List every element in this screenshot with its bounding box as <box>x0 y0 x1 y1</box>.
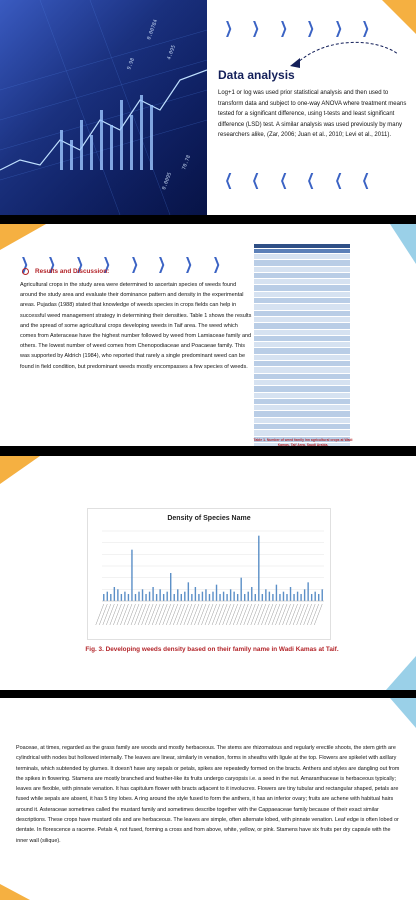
tick-label-placeholder <box>300 604 308 625</box>
chart-bar <box>205 589 206 601</box>
svg-text:4.095: 4.095 <box>166 44 178 61</box>
chart-bar <box>174 594 175 601</box>
chart-title: Density of Species Name <box>167 515 251 522</box>
chart-bar <box>219 594 220 601</box>
section-body: Log+1 or log was used prior statistical analysis and then used to transform data and subject to one-way ANOVA where treatment means tested for a significant difference, using t-tests and least significant difference (LSD) test. A similar analysis was used previously by many researchers alike, (Zar, 2006; Juan et al., 2010; Levi et al., 2011). <box>218 90 407 139</box>
tick-label-placeholder <box>117 604 125 625</box>
tick-label-placeholder <box>127 604 135 625</box>
tick-label-placeholder <box>106 604 114 625</box>
chart-bar <box>117 589 118 601</box>
bullet-icon <box>22 268 29 275</box>
svg-text:70.78: 70.78 <box>181 154 193 171</box>
chart-bar <box>276 585 277 601</box>
chart-bar <box>272 594 273 601</box>
chart-bar <box>177 589 178 601</box>
tick-label-placeholder <box>219 604 227 625</box>
tick-label-placeholder <box>254 604 262 625</box>
tick-label-placeholder <box>96 604 104 625</box>
chevron-row-top: ❯ ❯ ❯ ❯ ❯ ❯ <box>224 18 370 37</box>
chart-bar <box>128 594 129 601</box>
tick-label-placeholder <box>138 604 146 625</box>
chart-bar <box>248 592 249 601</box>
chart-bar <box>142 589 143 601</box>
chart-bar <box>135 594 136 601</box>
svg-text:0.00784: 0.00784 <box>146 18 160 41</box>
tick-label-placeholder <box>304 604 312 625</box>
chart-bar <box>307 582 308 601</box>
chart-bar <box>279 594 280 601</box>
tick-label-placeholder <box>261 604 269 625</box>
chart-bar <box>300 594 301 601</box>
slide-descriptions <box>0 698 416 900</box>
tick-label-placeholder <box>198 604 206 625</box>
corner-triangle <box>386 656 416 690</box>
chevron-row-bottom: ❯ ❯ ❯ ❯ ❯ ❯ <box>224 170 370 189</box>
chart-bar <box>124 592 125 601</box>
chart-bar <box>233 592 234 601</box>
chart-bar <box>152 587 153 601</box>
chart-bar <box>121 594 122 601</box>
tick-label-placeholder <box>209 604 217 625</box>
chart-bar <box>223 592 224 601</box>
chart-bar <box>311 594 312 601</box>
section-body: Poaceae, at times, regarded as the grass family are woods and mostly herbaceous. The stems are rhizomatous and regularly erectile shoots, the stem girth are cylindrical with nodes but hollowed internally. The leaves are linear, similarly in venation, forms in sheaths with ligule at the top. Flowers are spikelet with axillary terminals, which subtended by glumes. It doesn't have any sepals or petals, spikes are repeatedly formed on the bracts. Anthers and styles are dangling out from the spikes in flowering. Stamens are mostly branched and feather-like its fruits undergo caryopsis i.e. a seed in the nut. Amaranthaceae is herbaceous typically; leaves are flexible, with pinnate venation. It has capitulum flower with bracts adjacent to it involucres. Flowers are tiny tubular and rectangular shaped, petals are fused while sepals are absent, it has 5 tiny lobes. A ring around the style fused to form the anthers, it has an inferior ovary; fruits are achene with habitual hairs around it. Asteraceae sometimes called the mustard family and sometimes describe together with the Cappaeaceae family because of their exact similar descriptions. These crops have mustard oils and are herbaceous. The leaves are simple, often alternate lobed, with pinnate venation. Leaf edge is often lobed or dentate. In florescence a raceme. Petals 4, not fused, forming a cross and from above, white, yellow, or pink. Stamens have six fruits per dry capsule with the inner wall (silique). <box>16 745 400 844</box>
tick-label-placeholder <box>142 604 150 625</box>
tick-label-placeholder <box>201 604 209 625</box>
chart-bar <box>286 594 287 601</box>
tick-label-placeholder <box>233 604 241 625</box>
chart-bar <box>191 594 192 601</box>
tick-label-placeholder <box>180 604 188 625</box>
tick-label-placeholder <box>131 604 139 625</box>
corner-triangle <box>382 0 416 34</box>
chart-bar <box>166 592 167 601</box>
tick-label-placeholder <box>251 604 259 625</box>
chart-bar <box>145 594 146 601</box>
corner-triangle <box>0 456 40 484</box>
chart-bar <box>244 594 245 601</box>
chart-bar <box>258 536 259 601</box>
tick-label-placeholder <box>156 604 164 625</box>
chart-bar <box>293 594 294 601</box>
chart-bar <box>114 587 115 601</box>
chart-plot <box>88 509 330 639</box>
chart-bar <box>262 594 263 601</box>
slide-data-analysis <box>0 0 416 215</box>
chevron-row-top: ❯ ❯ ❯ ❯ ❯ ❯ ❯ ❯ <box>20 254 221 273</box>
density-chart <box>87 508 331 640</box>
tick-label-placeholder <box>275 604 283 625</box>
tick-label-placeholder <box>177 604 185 625</box>
tick-label-placeholder <box>265 604 273 625</box>
tick-label-placeholder <box>194 604 202 625</box>
chart-bar <box>265 589 266 601</box>
tick-label-placeholder <box>120 604 128 625</box>
tick-label-placeholder <box>205 604 213 625</box>
chart-bar <box>184 592 185 601</box>
figure-caption: Fig. 3. Developing weeds density based on their family name in Wadi Kamas at Taif. <box>85 646 339 653</box>
slide-results <box>0 224 416 446</box>
chart-bar <box>110 594 111 601</box>
tick-label-placeholder <box>258 604 266 625</box>
tick-label-placeholder <box>311 604 319 625</box>
chart-bar <box>216 585 217 601</box>
corner-triangle <box>0 884 30 900</box>
tick-label-placeholder <box>314 604 322 625</box>
chart-bar <box>103 594 104 601</box>
chart-bar <box>209 594 210 601</box>
tick-label-placeholder <box>237 604 245 625</box>
tick-label-placeholder <box>223 604 231 625</box>
weed-family-table <box>254 244 350 446</box>
chart-bar <box>107 592 108 601</box>
chart-bar <box>156 594 157 601</box>
corner-triangle <box>0 224 46 250</box>
tick-label-placeholder <box>166 604 174 625</box>
tick-label-placeholder <box>216 604 224 625</box>
tick-label-placeholder <box>307 604 315 625</box>
chart-bar <box>170 573 171 601</box>
corner-triangle <box>390 224 416 264</box>
tick-label-placeholder <box>99 604 107 625</box>
tick-label-placeholder <box>283 604 291 625</box>
tick-label-placeholder <box>244 604 252 625</box>
tick-label-placeholder <box>173 604 181 625</box>
svg-text:0.0095: 0.0095 <box>161 171 174 191</box>
chart-bar <box>202 592 203 601</box>
chart-bar <box>181 594 182 601</box>
tick-label-placeholder <box>145 604 153 625</box>
chart-bar <box>290 587 291 601</box>
stock-graph-graphic <box>0 0 207 215</box>
chart-bar <box>230 589 231 601</box>
chart-bar <box>255 594 256 601</box>
tick-label-placeholder <box>226 604 234 625</box>
tick-label-placeholder <box>152 604 160 625</box>
tick-label-placeholder <box>272 604 280 625</box>
tick-label-placeholder <box>212 604 220 625</box>
section-title: Data analysis <box>218 68 295 82</box>
chart-bar <box>131 550 132 601</box>
chart-bar <box>163 594 164 601</box>
tick-label-placeholder <box>240 604 248 625</box>
chart-bar <box>314 592 315 601</box>
table-caption: Table 1. Number of weed family inn agricultural crops at Wadi Kamas, Taif Area, Saudi Arabia. <box>253 438 353 446</box>
tick-label-placeholder <box>286 604 294 625</box>
chart-bar <box>195 587 196 601</box>
tick-label-placeholder <box>279 604 287 625</box>
tick-label-placeholder <box>268 604 276 625</box>
tick-label-placeholder <box>293 604 301 625</box>
tick-label-placeholder <box>247 604 255 625</box>
tick-label-placeholder <box>170 604 178 625</box>
dashed-arrow-icon <box>286 36 406 70</box>
chart-bar <box>237 594 238 601</box>
chart-bar <box>283 592 284 601</box>
tick-label-placeholder <box>290 604 298 625</box>
section-body: Agricultural crops in the study area were determined to ascertain species of weeds found around the study area and evaluate their dominance pattern and density in the experimental areas. Pujadas (1988) stated that knowledge of weeds species in crops fields can help in successful weed management strategy in determining their densities. Table 1 shows the results and the spread of some agricultural crops developing weeds in Taif area. The weed which comes from Asteraceae have the highest number followed by weed from Lamiaceae family and others. The lowest number of weed comes from Chenopodiaceae and Poacaeae family. This was supported by Aldrich (1984), who reported that rarely a single predominant weed can be found in field condition, but predominant weeds mostly encompasses a few species of weeds. <box>20 282 252 370</box>
corner-triangle <box>390 698 416 728</box>
tick-label-placeholder <box>149 604 157 625</box>
tick-label-placeholder <box>187 604 195 625</box>
chart-bar <box>304 589 305 601</box>
chart-bar <box>297 592 298 601</box>
financial-data-image <box>0 0 207 215</box>
chart-bar <box>149 592 150 601</box>
chart-bar <box>198 594 199 601</box>
tick-label-placeholder <box>103 604 111 625</box>
heading-text: Results and Discussion: <box>35 268 110 276</box>
chart-bar <box>318 594 319 601</box>
chart-bar <box>322 589 323 601</box>
chart-bar <box>159 589 160 601</box>
tick-label-placeholder <box>124 604 132 625</box>
tick-label-placeholder <box>297 604 305 625</box>
tick-label-placeholder <box>191 604 199 625</box>
tick-label-placeholder <box>110 604 118 625</box>
tick-label-placeholder <box>159 604 167 625</box>
section-heading <box>22 268 109 275</box>
chart-bar <box>251 587 252 601</box>
chart-bar <box>269 592 270 601</box>
chart-bar <box>188 582 189 601</box>
tick-label-placeholder <box>135 604 143 625</box>
chart-bar <box>138 592 139 601</box>
tick-label-placeholder <box>113 604 121 625</box>
slide-chart <box>0 456 416 690</box>
tick-label-placeholder <box>184 604 192 625</box>
tick-label-placeholder <box>163 604 171 625</box>
chart-bar <box>240 578 241 601</box>
chart-bar <box>212 592 213 601</box>
tick-label-placeholder <box>230 604 238 625</box>
svg-text:9.98: 9.98 <box>126 57 136 71</box>
chart-bar <box>226 594 227 601</box>
